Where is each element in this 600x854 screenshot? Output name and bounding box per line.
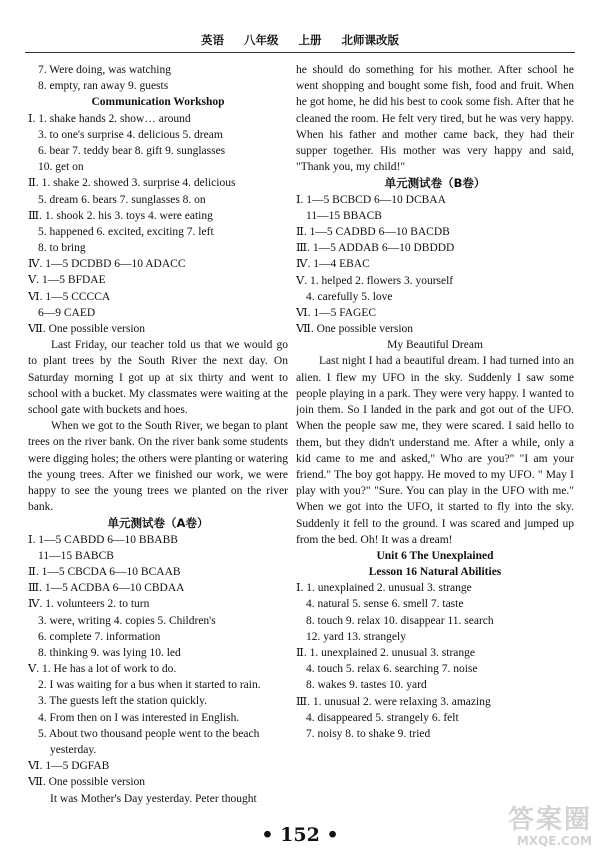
answer-line: 5. happened 6. excited, exciting 7. left xyxy=(38,225,214,238)
left-column xyxy=(28,62,288,807)
answer-line: Ⅴ. 1. He has a lot of work to do. xyxy=(28,663,177,676)
answer-line: Ⅳ. 1—4 EBAC xyxy=(296,258,370,271)
answer-line: 6. complete 7. information xyxy=(38,630,161,643)
answer-line: 8. thinking 9. was lying 10. led xyxy=(38,646,181,659)
answer-line: 7. Were doing, was watching xyxy=(38,64,171,76)
answer-line: 4. From then on I was interested in English. xyxy=(38,711,240,724)
answer-line: My Beautiful Dream xyxy=(387,339,483,352)
answer-line: 5. dream 6. bears 7. sunglasses 8. on xyxy=(38,193,206,206)
watermark-logo: 答案圈 xyxy=(507,805,592,835)
answer-line: Ⅲ. 1. shook 2. his 3. toys 4. were eating xyxy=(28,209,213,222)
answer-line: Ⅰ. 1—5 CABDD 6—10 BBABB xyxy=(28,533,178,546)
page-header xyxy=(0,32,600,48)
answer-line: Ⅴ. 1—5 BFDAE xyxy=(28,274,106,287)
left-answers-top xyxy=(28,62,288,337)
answer-line: 11—15 BABCB xyxy=(38,549,114,562)
right-answers-bottom xyxy=(296,548,574,742)
answer-line: Ⅱ. 1—5 CBCDA 6—10 BCAAB xyxy=(28,565,181,578)
answer-line: Lesson 16 Natural Abilities xyxy=(368,566,502,579)
header-volume: 上册 xyxy=(298,33,322,47)
answer-line: It was Mother's Day yesterday. Peter thought xyxy=(50,792,257,805)
answer-line: Ⅴ. 1. helped 2. flowers 3. yourself xyxy=(296,274,454,287)
answer-line: 7. noisy 8. to shake 9. tried xyxy=(306,727,431,740)
answer-line: Ⅳ. 1—5 DCDBD 6—10 ADACC xyxy=(28,258,186,271)
answer-line: 3. were, writing 4. copies 5. Children's xyxy=(38,614,216,627)
answer-line: Ⅰ. 1. shake hands 2. show… around xyxy=(28,112,191,125)
answer-line: Ⅱ. 1. unexplained 2. unusual 3. strange xyxy=(296,647,476,660)
answer-line: Ⅶ. One possible version xyxy=(28,323,146,335)
answer-line: Ⅶ. One possible version xyxy=(296,323,414,336)
answer-line: 单元测试卷（A卷） xyxy=(107,516,209,531)
answer-line: 10. get on xyxy=(38,161,84,174)
answer-line: Ⅲ. 1. unusual 2. were relaxing 3. amazing xyxy=(296,695,491,708)
answer-line: 8. touch 9. relax 10. disappear 11. search xyxy=(306,614,494,627)
essay-continuation: he should do something for his mother. After school he went shopping and bought some fish, food and fruit. When he got home, he did his best to cook some fish. After that he cleaned the room. He felt very tired, but he was very happy. When his father and mother came back, they had their supper together. His mother was very happy and said, "Thank you, my child!" xyxy=(296,64,574,174)
answer-line: 2. I was waiting for a bus when it started to rain. xyxy=(38,679,261,692)
right-column xyxy=(296,62,574,742)
answer-line: Ⅵ. 1—5 DGFAB xyxy=(28,760,110,773)
answer-line: Ⅱ. 1—5 CADBD 6—10 BACDB xyxy=(296,225,450,238)
answer-line: 3. to one's surprise 4. delicious 5. dream xyxy=(38,128,223,141)
header-grade: 八年级 xyxy=(243,33,279,47)
essay-paragraph: When we got to the South River, we began to plant trees on the river bank. On the river bank some students were digging holes; the others were planting or watering the young trees. After we finished our work, we were happy to see the young trees we planted on the river bank. xyxy=(28,420,288,514)
answer-line: 4. carefully 5. love xyxy=(306,290,393,303)
answer-line: 8. empty, ran away 9. guests xyxy=(38,80,169,93)
header-subject: 英语 xyxy=(200,33,224,47)
answer-line: 4. disappeared 5. strangely 6. felt xyxy=(306,711,459,724)
answer-line: Communication Workshop xyxy=(91,96,225,109)
right-answers-top xyxy=(296,175,574,353)
header-edition: 北师课改版 xyxy=(341,33,400,47)
answer-line: yesterday. xyxy=(50,744,97,757)
page-number: • 152 • xyxy=(261,824,339,846)
answer-line: 4. touch 5. relax 6. searching 7. noise xyxy=(306,663,478,676)
answer-line: Ⅵ. 1—5 FAGEC xyxy=(296,306,377,319)
answer-line: 6. bear 7. teddy bear 8. gift 9. sunglasses xyxy=(38,144,226,157)
answer-line: 8. wakes 9. tastes 10. yard xyxy=(306,679,427,692)
header-rule xyxy=(25,52,575,53)
answer-line: Ⅵ. 1—5 CCCCA xyxy=(28,290,111,303)
watermark xyxy=(508,806,592,848)
left-answers-bottom xyxy=(28,515,288,806)
answer-line: 6—9 CAED xyxy=(38,306,96,319)
watermark-domain: MXQE.COM xyxy=(516,834,592,848)
dream-essay: Last night I had a beautiful dream. I had turned into an alien. I flew my UFO in the sky. Suddenly I saw some people playing in a park. They were very happy. I wanted to join them. So I landed in the park and got out of the UFO. When the people saw me, they were scared. I said hello to them, but they didn't understand me. After a while, only a kid came to me and asked," Who are you?" "I am your friend." The boy got happy. He moved to my UFO. " May I play with you?" "Sure. You can play in the UFO with me." When we got into the UFO, it started to fly into the sky. Suddenly it fell to the ground. I was scared and jumped up from the bed. Oh! It was a dream! xyxy=(296,355,574,546)
answer-line: 12. yard 13. strangely xyxy=(306,630,406,643)
answer-line: 8. to bring xyxy=(38,242,86,255)
answer-line: Ⅶ. One possible version xyxy=(28,776,146,789)
answer-line: Ⅰ. 1—5 BCBCD 6—10 DCBAA xyxy=(296,193,446,206)
answer-line: Ⅳ. 1. volunteers 2. to turn xyxy=(28,598,150,611)
answer-line: 11—15 BBACB xyxy=(306,209,382,222)
answer-line: Ⅱ. 1. shake 2. showed 3. surprise 4. delicious xyxy=(28,177,236,190)
answer-line: 单元测试卷（B卷） xyxy=(384,176,486,191)
answer-line: 4. natural 5. sense 6. smell 7. taste xyxy=(306,598,464,611)
answer-line: Ⅲ. 1—5 ADDAB 6—10 DBDDD xyxy=(296,242,455,255)
essay-paragraph: Last Friday, our teacher told us that we would go to plant trees by the South River the next day. On Saturday morning I got up at six thirty and went to school with a bucket. My classmates were waiting at the school gate with buckets and hoes. xyxy=(28,339,288,416)
answer-line: Unit 6 The Unexplained xyxy=(376,549,494,562)
answer-line: 5. About two thousand people went to the beach xyxy=(38,727,260,740)
answer-line: Ⅰ. 1. unexplained 2. unusual 3. strange xyxy=(296,582,472,595)
answer-line: 3. The guests left the station quickly. xyxy=(38,695,207,708)
answer-line: Ⅲ. 1—5 ACDBA 6—10 CBDAA xyxy=(28,582,185,595)
